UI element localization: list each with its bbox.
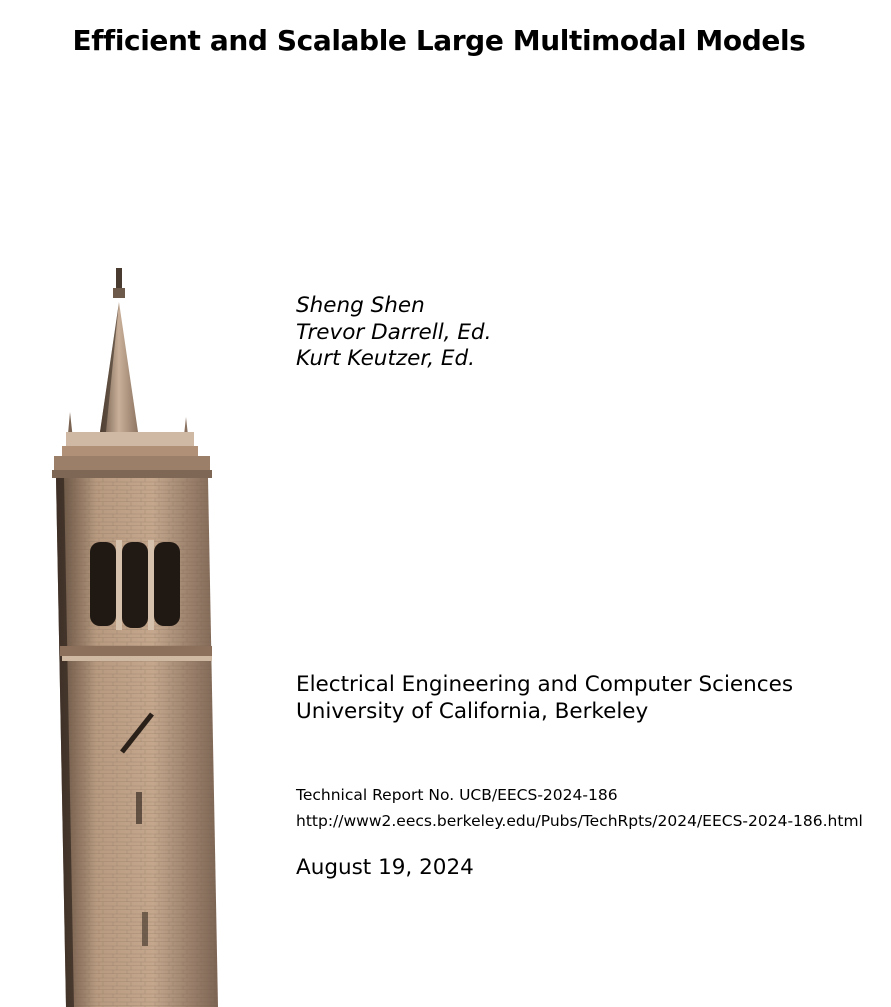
editor-name: Trevor Darrell, Ed. [296,319,492,345]
university-name: University of California, Berkeley [296,698,649,724]
report-date: August 19, 2024 [296,855,474,880]
report-number: Technical Report No. UCB/EECS-2024-186 [296,786,618,804]
report-title: Efficient and Scalable Large Multimodal Models [72,24,806,57]
editor-name: Kurt Keutzer, Ed. [296,346,475,371]
report-info [296,782,863,834]
author-list [296,293,491,373]
department-name: Electrical Engineering and Computer Sciences [296,672,794,697]
affiliation-block [296,672,793,725]
report-url-link[interactable]: http://www2.eecs.berkeley.edu/Pubs/TechRpts/2024/EECS-2024-186.html [296,812,863,830]
author-name: Sheng Shen [296,293,425,318]
campanile-tower-image [40,262,230,1007]
